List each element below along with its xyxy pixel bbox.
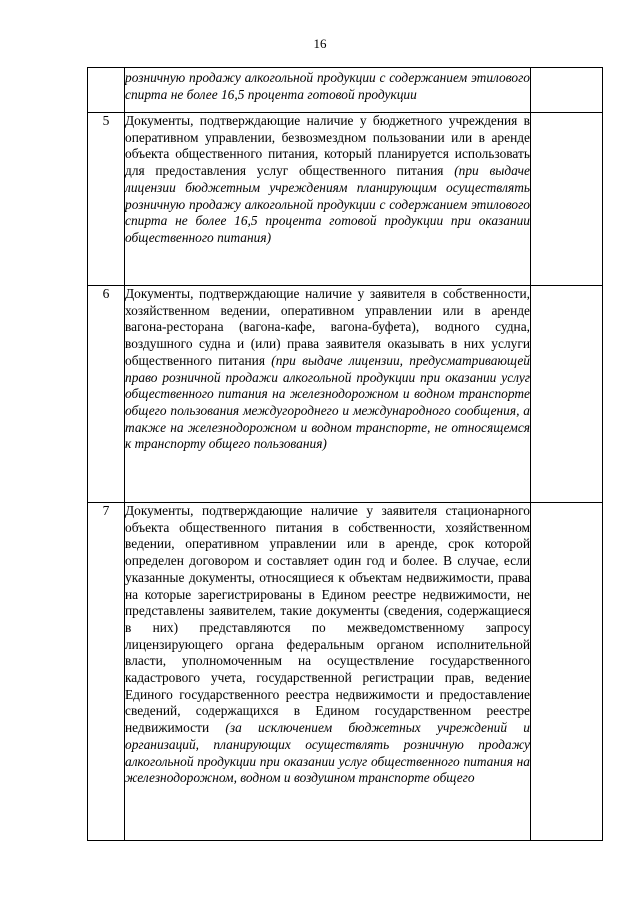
row-italic-note: (при выдаче лицензии, предусматривающей право розничной продажи алкогольной продукции при оказании услуг общественного питания на железнодорожном и водном транспорте общего пользования междугороднего и международного сообщения, а также на железнодорожном и водном транспорте, не относящемся к транспорту общего пользования) [125,352,530,452]
table-row [88,503,603,841]
row-empty-cell [531,68,603,113]
documents-table [87,67,603,841]
row-number: 5 [88,113,125,286]
row-plain-text: Документы, подтверждающие наличие у заявителя в собственности, хозяйственном ведении, оперативном управлении или в аренде вагона-ресторана (вагона-кафе, вагона-буфета), водного судна, воздушного судна и (или) права заявителя оказывать в них услуги общественного питания [125,286,530,368]
row-description [125,503,531,841]
row-italic-note: (за исключением бюджетных учреждений и организаций, планирующих осуществлять розничную продажу алкогольной продукции при оказании услуг общественного питания на железнодорожном, водном и воздушном транспорте общего [125,720,530,786]
table-row [88,286,603,503]
page-number: 16 [313,36,327,51]
row-empty-cell [531,113,603,286]
row-description [125,68,531,113]
table-row [88,68,603,113]
row-number: 7 [88,503,125,841]
row-empty-cell [531,286,603,503]
row-italic-note: (при выдаче лицензии бюджетным учреждениям планирующим осуществлять розничную продажу алкогольной продукции с содержанием этилового спирта не более 16,5 процента готовой продукции при оказании общественного питания) [125,163,530,245]
row-plain-text: Документы, подтверждающие наличие у заявителя стационарного объекта общественного питания в собственности, хозяйственном ведении, оперативном управлении или в аренде, срок которой определен договором и составляет один год и более. В случае, если указанные документы, относящиеся к объектам недвижимости, права на которые зарегистрированы в Едином реестре недвижимости, не представлены заявителем, такие документы (сведения, содержащиеся в них) представляются по межведомственному запросу лицензирующего органа федеральным органом исполнительной власти, уполномоченным на осуществление государственного кадастрового учета, государственной регистрации прав, ведение Единого государственного реестра недвижимости и предоставление сведений, содержащихся в Едином государственном реестре недвижимости [125,503,530,736]
row-italic-note: розничную продажу алкогольной продукции с содержанием этилового спирта не более 16,5 процента готовой продукции [125,70,530,102]
row-plain-text: Документы, подтверждающие наличие у бюджетного учреждения в оперативном управлении, безвозмездном пользовании или в аренде объекта общественного питания, который планируется использовать для предоставления услуг общественного питания [125,113,530,179]
row-description [125,286,531,503]
row-description [125,113,531,286]
table-row [88,113,603,286]
row-number [88,68,125,113]
row-number: 6 [88,286,125,503]
row-empty-cell [531,503,603,841]
